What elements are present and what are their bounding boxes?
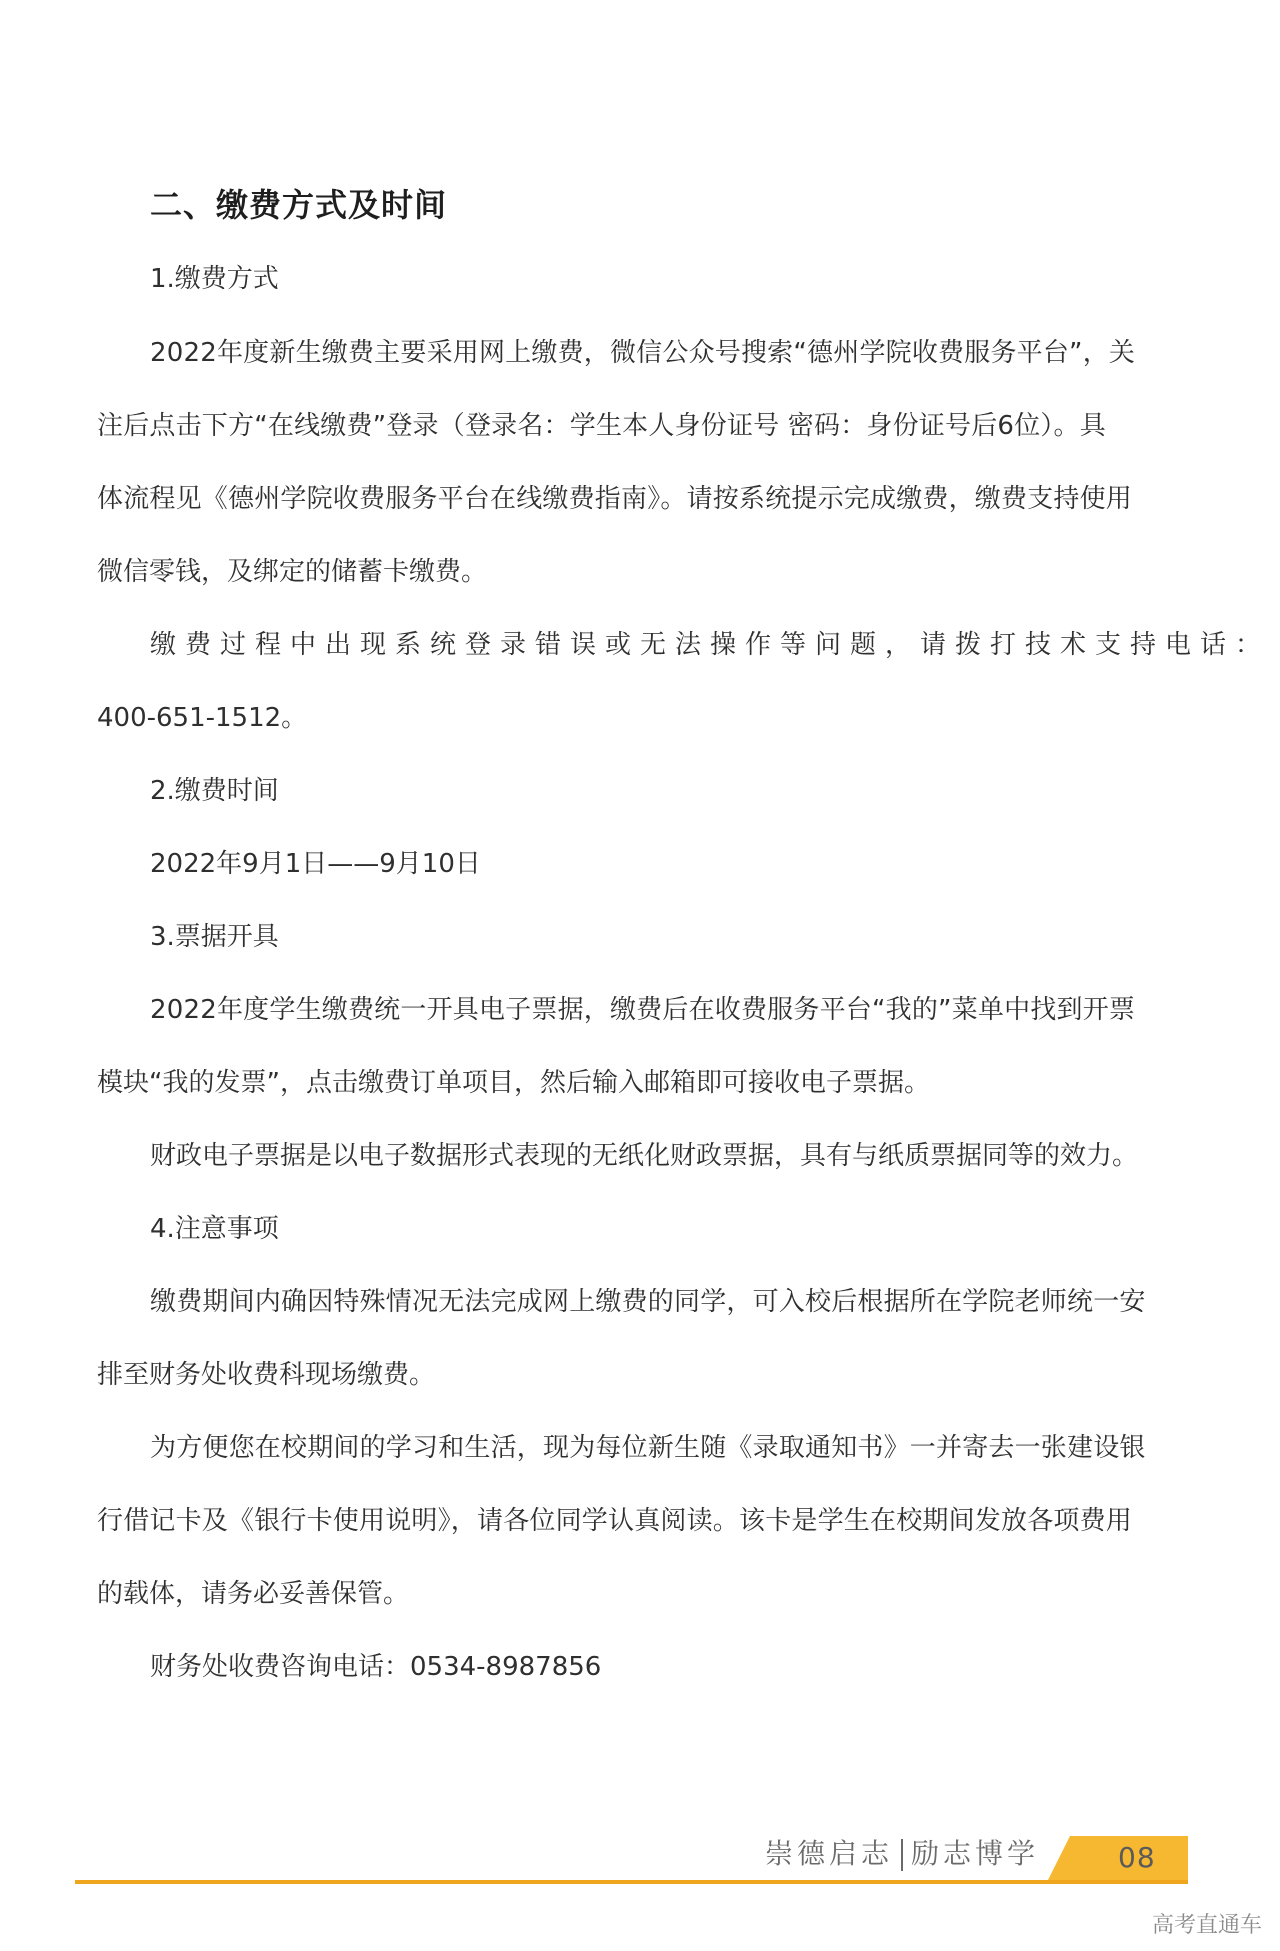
finance-contact-phone: 财务处收费咨询电话：0534-8987856	[150, 1652, 602, 1682]
paragraph-line: 缴费过程中出现系统登录错误或无法操作等问题，请拨打技术支持电话：	[150, 630, 1271, 660]
paragraph-line: 注后点击下方“在线缴费”登录（登录名：学生本人身份证号 密码：身份证号后6位）。具	[97, 411, 1106, 441]
paragraph-line: 缴费期间内确因特殊情况无法完成网上缴费的同学，可入校后根据所在学院老师统一安	[150, 1287, 1146, 1317]
paragraph-line: 行借记卡及《银行卡使用说明》，请各位同学认真阅读。该卡是学生在校期间发放各项费用	[97, 1506, 1133, 1536]
paragraph-line: 为方便您在校期间的学习和生活，现为每位新生随《录取通知书》一并寄去一张建设银	[150, 1433, 1146, 1463]
payment-date-range: 2022年9月1日——9月10日	[150, 849, 481, 879]
paragraph-line: 2022年度新生缴费主要采用网上缴费，微信公众号搜索“德州学院收费服务平台”，关	[150, 338, 1136, 368]
motto-separator	[901, 1839, 903, 1871]
subheading-payment-time: 2.缴费时间	[150, 776, 279, 806]
page-number-badge	[1048, 1836, 1188, 1880]
paragraph-line: 的载体，请务必妥善保管。	[97, 1579, 410, 1609]
paragraph-line: 2022年度学生缴费统一开具电子票据，缴费后在收费服务平台“我的”菜单中找到开票	[150, 995, 1136, 1025]
paragraph-line: 体流程见《德州学院收费服务平台在线缴费指南》。请按系统提示完成缴费，缴费支持使用	[97, 484, 1133, 514]
subheading-notes: 4.注意事项	[150, 1214, 279, 1244]
support-phone: 400-651-1512。	[97, 703, 308, 733]
paragraph-line: 排至财务处收费科现场缴费。	[97, 1360, 436, 1390]
footer-rule	[75, 1880, 1188, 1884]
subheading-payment-method: 1.缴费方式	[150, 264, 279, 294]
subheading-receipts: 3.票据开具	[150, 922, 279, 952]
paragraph-line: 模块“我的发票”，点击缴费订单项目，然后输入邮箱即可接收电子票据。	[97, 1068, 930, 1098]
page-number: 08	[1118, 1841, 1156, 1874]
paragraph-line: 微信零钱，及绑定的储蓄卡缴费。	[97, 557, 488, 587]
motto-left: 崇德启志	[765, 1837, 894, 1870]
section-title: 二、缴费方式及时间	[150, 186, 448, 224]
watermark: 高考直通车	[1151, 1913, 1262, 1938]
paragraph-line: 财政电子票据是以电子数据形式表现的无纸化财政票据，具有与纸质票据同等的效力。	[150, 1141, 1139, 1171]
motto-right: 励志博学	[911, 1837, 1040, 1870]
footer-motto	[765, 1832, 1039, 1872]
